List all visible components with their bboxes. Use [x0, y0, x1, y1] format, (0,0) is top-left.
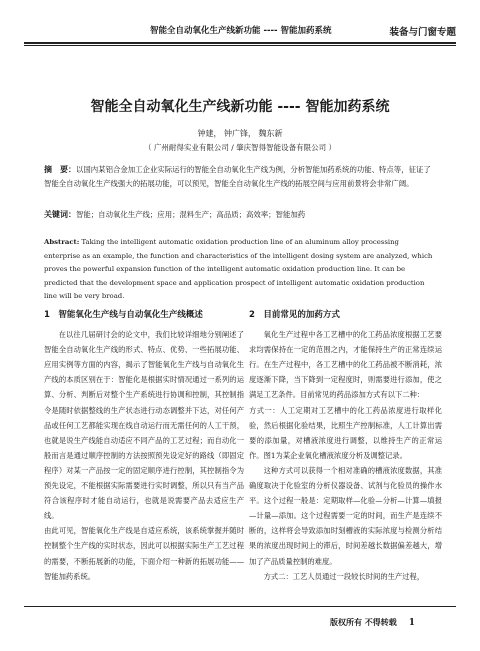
english-abstract-text: Taking the intelligent automatic oxidation production line of an aluminum alloy processing enterprise as an example, the function and characteristics of the intelligent dosing system are analyzed, which proves the powerful expansion function of the intelligent automatic oxidation production line. It can be predicted that the development space and application prospect of intelligent automatic oxidation production line will be very broad. — [44, 238, 433, 301]
section2-paragraph-4: 方式二：工艺人员通过一段较长时间的生产过程， — [263, 571, 425, 581]
page-footer — [330, 617, 415, 628]
header-rule-thin — [24, 45, 456, 46]
section2-paragraph-2: 方式一：人工定期对工艺槽中的化工药品浓度进行取样化验，然后根据化验结果，比照生产控制标准，人工计算出需要的添加量，对槽液浓度进行调整，以维持生产的正常运作。图1为某企业氧化槽液浓度分析及调整记录。 — [249, 405, 442, 460]
section1-paragraph-1: 在以往几届研讨会的论文中，我们比较详细地分别阐述了智能全自动氧化生产线的形式、特点、优势、一些拓展功能、应用实例等方面的内容，揭示了智能氧化生产线与自动氧化生产线的本质区别在于：智能化是根据实时情况通过一系列的运算、分析、判断后对整个生产系统进行协调和控制，其控制指令是随时依据整线的生产状态进行动态调整并下达，对任何产品或任何工艺都能实现在线自动运行而无需任何的人工干预，也就是说生产线能自动适应不同产品的工艺过程；而自动化一般而言是通过顺序控制的方法按照预先设定好的路线（即固定程序）对某一产品按一定的固定顺序进行控制，其控制指令为预先设定，不能根据实际需要进行实时调整，所以只有当产品符合该程序时才能自动运行，也就是说需要产品去适应生产线。 — [44, 330, 244, 521]
abstract-label: 摘 要： — [44, 165, 76, 174]
running-header — [0, 24, 480, 44]
keywords-label: 关键词： — [44, 210, 76, 219]
english-abstract — [44, 236, 436, 304]
header-rule — [24, 42, 456, 44]
section2-paragraph-1: 氧化生产过程中各工艺槽中的化工药品浓度根据工艺要求均需保持在一定的范围之内，才能保持生产的正常连续运行。在生产过程中，各工艺槽中的化工药品被不断消耗，浓度逐渐下降，当下降到一定程度时，则需要进行添加，使之满足工艺条件。目前常见的药品添加方式有以下二种： — [249, 330, 442, 400]
chinese-abstract — [44, 163, 436, 191]
abstract-text: 以国内某铝合金加工企业实际运行的智能全自动氧化生产线为例，分析智能加药系统的功能、特点等，征证了智能全自动氧化生产线强大的拓展功能，可以预见，智能全自动氧化生产线的拓展空间与应用前景将会非常广阔。 — [44, 165, 431, 189]
section1-title: 1 智能氧化生产线与自动氧化生产线概述 — [44, 310, 203, 320]
section2-title: 2 目前常见的加药方式 — [249, 310, 340, 320]
article-authors: 钟建， 钟广锋， 魏东新 — [197, 129, 283, 138]
copyright-notice: 版权所有 不得转载 — [330, 617, 397, 627]
footer-rule — [24, 606, 456, 607]
article-title: 智能全自动氧化生产线新功能 ---- 智能加药系统 — [90, 99, 390, 115]
chinese-keywords — [44, 208, 436, 222]
right-column — [249, 308, 442, 584]
section1-paragraph-2: 由此可见，智能氧化生产线是自适应系统，该系统掌握并随时控制整个生产线的实时状态，因此可以根据实际生产工艺过程的需要，不断拓展新的功能，下面介绍一种新的拓展功能——智能加药系统。 — [44, 526, 244, 581]
running-title: 智能全自动氧化生产线新功能 ---- 智能加药系统 — [150, 26, 332, 36]
left-column — [44, 308, 244, 584]
keywords-text: 智能；自动氧化生产线；应用；混料生产；高品质；高效率；智能加药 — [76, 210, 306, 219]
english-abstract-label: Abstract: — [44, 238, 80, 246]
section-label: 装备与门窗专题 — [389, 27, 456, 38]
page-number: 1 — [408, 618, 416, 628]
section2-paragraph-3: 这种方式可以获得一个相对准确的槽液浓度数据，其准确度取决于化验室的分析仪器设备、试剂与化验员的操作水平。这个过程一般是：定期取样—化验—分析—计算—填报—计量—添加。这个过程需要一定的时间，而生产是连续不断的，这样将会导致添加时刻槽液的实际浓度与检测分析结果的浓度出现时间上的滞后，时间差越长数据偏差越大，增加了产品质量控制的难度。 — [249, 465, 442, 566]
article-affiliation: （ 广州耐得实业有限公司 / 肇庆智得智能设备有限公司 ） — [143, 143, 337, 152]
